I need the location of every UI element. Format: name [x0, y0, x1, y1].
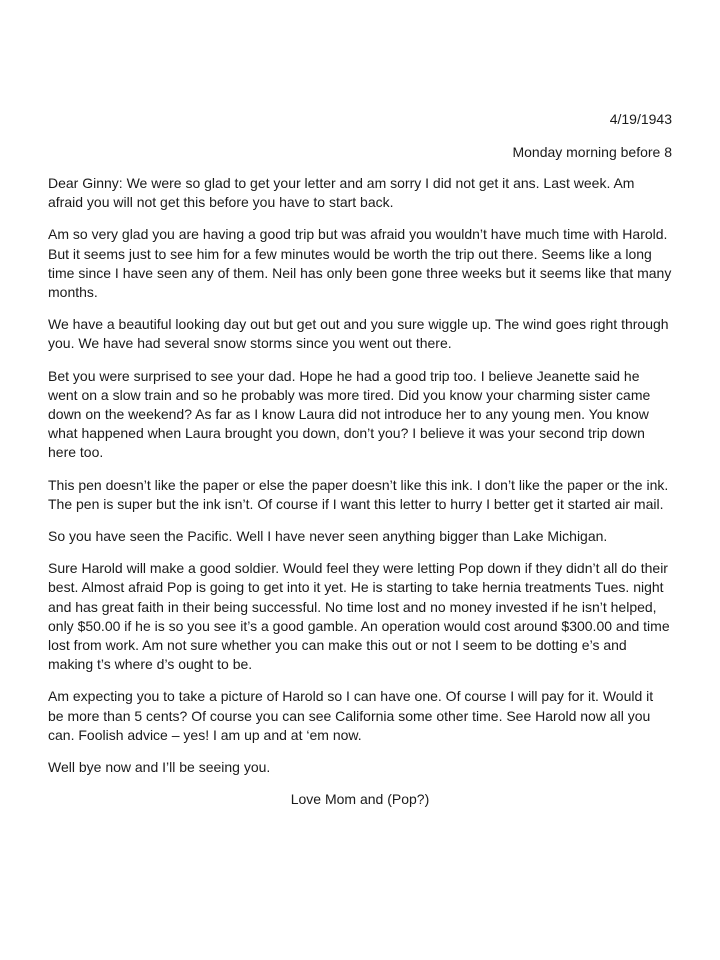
paragraph-picture: Am expecting you to take a picture of Harold so I can have one. Of course I will pay for it. Would it be more than 5 cents? Of course you can see California some other time. See Harold now all you can. Foolish advice – yes! I am up and at ‘em now. [48, 688, 654, 743]
letter-date: 4/19/1943 [609, 111, 672, 127]
paragraph-salutation: Dear Ginny: We were so glad to get your letter and am sorry I did not get it ans. Last week. Am afraid you will not get this before you have to start back. [48, 175, 635, 211]
letter-closing: Love Mom and (Pop?) [290, 791, 430, 808]
letter-day-line: Monday morning before 8 [512, 144, 672, 160]
paragraph-goodbye: Well bye now and I’ll be seeing you. [48, 759, 271, 776]
paragraph-dad-visit: Bet you were surprised to see your dad. Hope he had a good trip too. I believe Jeanette said he went on a slow train and so he probably was more tired. Did you know your charming sister came down on the weekend? As far as I know Laura did not introduce her to any young men. You know what happened when Laura brought you down, don’t you? I believe it was your second trip down here too. [48, 367, 651, 461]
paragraph-weather: We have a beautiful looking day out but get out and you sure wiggle up. The wind goes right through you. We have had several snow storms since you went out there. [48, 316, 669, 352]
paragraph-pacific: So you have seen the Pacific. Well I have never seen anything bigger than Lake Michigan. [48, 528, 608, 545]
paragraph-harold-trip: Am so very glad you are having a good trip but was afraid you wouldn’t have much time with Harold. But it seems just to see him for a few minutes would be worth the trip out there. Seems like a long time since I have seen any of them. Neil has only been gone three weeks but it seems like that many months. [48, 226, 672, 301]
paragraph-pen-ink: This pen doesn’t like the paper or else the paper doesn’t like this ink. I don’t like the paper or the ink. The pen is super but the ink isn’t. Of course if I want this letter to hurry I better get it started air mail. [48, 476, 669, 512]
paragraph-soldier: Sure Harold will make a good soldier. Would feel they were letting Pop down if they didn’t all do their best. Almost afraid Pop is going to get into it yet. He is starting to take hernia treatments Tues. night and has great faith in their being successful. No time lost and no money invested if he isn’t helped, only $50.00 if he is so you see it’s a good gamble. An operation would cost around $300.00 and time lost from work. Am not sure whether you can make this out or not I seem to be dotting e’s and making t’s where d’s ought to be. [48, 560, 670, 673]
letter-body [48, 174, 672, 809]
